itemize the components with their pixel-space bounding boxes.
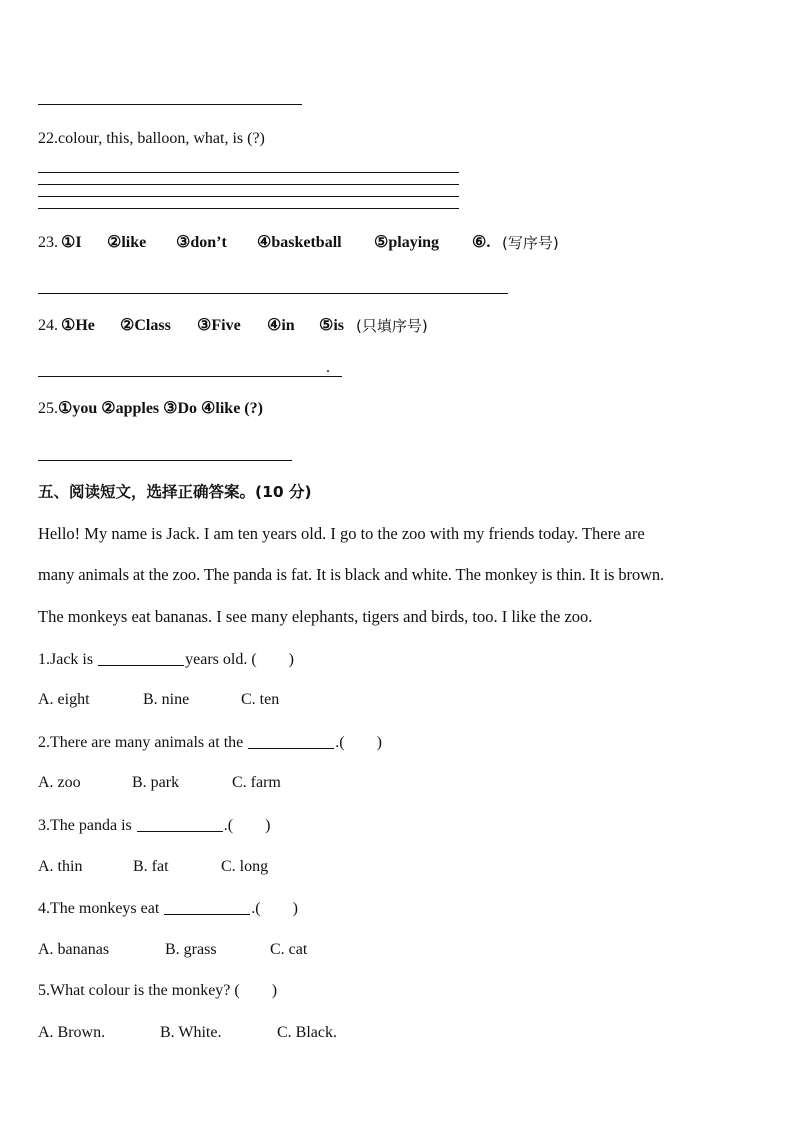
question-2: [38, 732, 382, 753]
question-text-end: years old. (: [185, 651, 257, 668]
q24-item-3: ③Five: [197, 317, 241, 334]
option-a[interactable]: A. thin: [38, 858, 83, 875]
answer-blank[interactable]: [248, 732, 334, 749]
option-a[interactable]: A. zoo: [38, 774, 81, 791]
option-c[interactable]: C. cat: [270, 941, 308, 958]
answer-line-24[interactable]: [38, 376, 342, 377]
question-text-end: .(: [335, 734, 345, 751]
question-number: 22.: [38, 130, 58, 147]
answer-blank[interactable]: [98, 649, 184, 666]
option-b[interactable]: B. nine: [143, 691, 190, 708]
answer-line-23[interactable]: [38, 293, 508, 294]
q23-item-2: ②like: [107, 234, 147, 251]
writing-line-1[interactable]: [38, 172, 459, 173]
question-text-start: 1.Jack is: [38, 651, 98, 668]
option-a[interactable]: A. eight: [38, 691, 90, 708]
writing-line-3[interactable]: [38, 196, 459, 197]
q23-item-4: ④basketball: [257, 234, 342, 251]
answer-blank[interactable]: [137, 815, 223, 832]
q24-item-5: ⑤is: [319, 317, 345, 334]
passage-line-3: The monkeys eat bananas. I see many elephants, tigers and birds, too. I like the zoo.: [38, 607, 593, 626]
question-words: ①you ②apples ③Do ④like (?): [58, 400, 263, 417]
q23-item-5: ⑤playing: [374, 234, 440, 251]
question-3: [38, 815, 270, 836]
question-text-start: 2.There are many animals at the: [38, 734, 248, 751]
passage-line-2: many animals at the zoo. The panda is fat. It is black and white. The monkey is thin. It is brown.: [38, 565, 665, 584]
question-25: [38, 399, 263, 419]
q23-item-6: ⑥.: [472, 234, 491, 251]
option-c[interactable]: C. ten: [241, 691, 280, 708]
question-number: 25.: [38, 400, 58, 417]
q24-item-1: ①He: [61, 317, 95, 334]
q24-end-mark: .: [326, 359, 330, 376]
passage-line-1: Hello! My name is Jack. I am ten years old. I go to the zoo with my friends today. There are: [38, 524, 645, 543]
option-c[interactable]: C. Black.: [277, 1024, 337, 1041]
q24-item-2: ②Class: [120, 317, 171, 334]
question-text-end: .(: [223, 817, 234, 834]
question-close: ): [292, 900, 298, 917]
question-close: ): [271, 982, 278, 999]
writing-line-2[interactable]: [38, 184, 459, 185]
option-c[interactable]: C. farm: [232, 774, 281, 791]
section-title: 五、阅读短文，选择正确答案。(10 分): [38, 483, 312, 501]
question-text-start: 4.The monkeys eat: [38, 900, 164, 917]
answer-line-25[interactable]: [38, 460, 292, 461]
option-b[interactable]: B. grass: [165, 941, 217, 958]
option-b[interactable]: B. fat: [133, 858, 169, 875]
question-close: ): [376, 734, 382, 751]
answer-blank[interactable]: [164, 898, 250, 915]
question-4: [38, 898, 298, 919]
question-24: [38, 316, 58, 336]
option-a[interactable]: A. Brown.: [38, 1024, 106, 1041]
q24-note: (只填序号): [356, 317, 428, 335]
writing-line-4[interactable]: [38, 208, 459, 209]
option-c[interactable]: C. long: [221, 858, 269, 875]
q24-item-4: ④in: [267, 317, 295, 334]
question-close: ): [288, 651, 294, 668]
option-b[interactable]: B. park: [132, 774, 180, 791]
q23-item-3: ③don’t: [176, 234, 227, 251]
question-23: [38, 233, 58, 253]
question-text-start: 3.The panda is: [38, 817, 136, 834]
question-text-start: 5.What colour is the monkey? (: [38, 982, 240, 999]
q23-note: (写序号): [502, 234, 559, 252]
question-5: [38, 981, 277, 1001]
option-a[interactable]: A. bananas: [38, 941, 110, 958]
question-text-end: .(: [251, 900, 261, 917]
question-words: colour, this, balloon, what, is (?): [58, 130, 265, 147]
question-number: 24.: [38, 317, 58, 334]
question-22: [38, 129, 265, 149]
question-1: [38, 649, 294, 670]
answer-line-21[interactable]: [38, 104, 302, 105]
option-b[interactable]: B. White.: [160, 1024, 222, 1041]
q23-item-1: ①I: [61, 234, 82, 251]
question-number: 23.: [38, 234, 58, 251]
question-close: ): [265, 817, 271, 834]
